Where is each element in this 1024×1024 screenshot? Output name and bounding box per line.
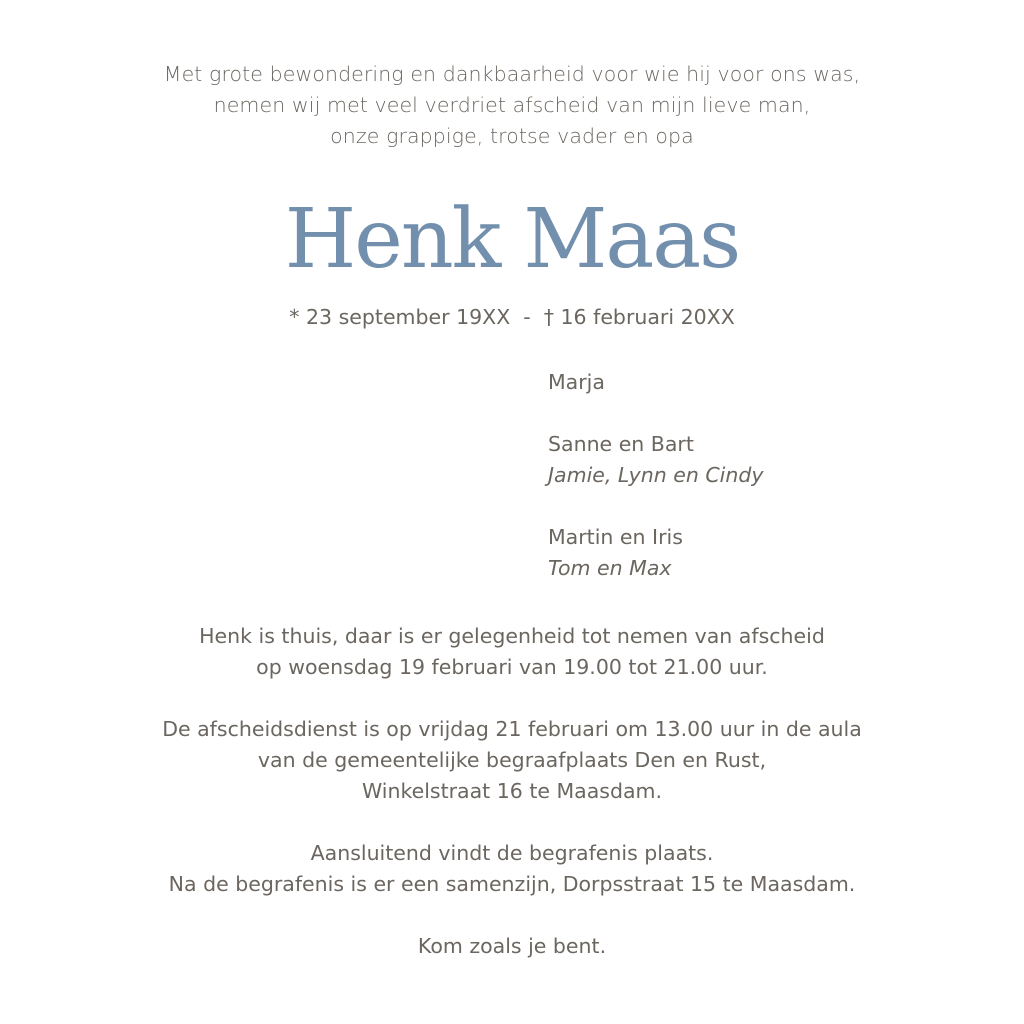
intro-line: Met grote bewondering en dankbaarheid voor wie hij voor ons was, xyxy=(163,62,861,86)
closing-line: Kom zoals je bent. xyxy=(417,934,607,958)
family-list xyxy=(548,367,764,584)
service-line: De afscheidsdienst is op vrijdag 21 februari om 13.00 uur in de aula xyxy=(162,717,862,741)
spacer xyxy=(0,807,1024,838)
service-line: van de gemeentelijke begraafplaats Den en Rust, xyxy=(257,748,767,772)
spacer xyxy=(548,398,764,429)
grandchildren: Jamie, Lynn en Cindy xyxy=(548,463,764,487)
spacer xyxy=(548,491,764,522)
grandchildren: Tom en Max xyxy=(548,556,672,580)
visitation-line: op woensdag 19 februari van 19.00 tot 21.00 uur. xyxy=(256,655,768,679)
deceased-name: Henk Maas xyxy=(284,192,740,287)
child-couple: Sanne en Bart xyxy=(548,432,694,456)
child-couple: Martin en Iris xyxy=(548,525,683,549)
intro-line: onze grappige, trotse vader en opa xyxy=(330,124,694,148)
funeral-details xyxy=(0,621,1024,962)
burial-line: Aansluitend vindt de begrafenis plaats. xyxy=(310,841,714,865)
intro-line: nemen wij met veel verdriet afscheid van mijn lieve man, xyxy=(213,93,811,117)
visitation-line: Henk is thuis, daar is er gelegenheid tot nemen van afscheid xyxy=(199,624,825,648)
spacer xyxy=(0,900,1024,931)
spacer xyxy=(0,683,1024,714)
spouse-name: Marja xyxy=(548,370,605,394)
service-line: Winkelstraat 16 te Maasdam. xyxy=(361,779,663,803)
burial-line: Na de begrafenis is er een samenzijn, Dorpsstraat 15 te Maasdam. xyxy=(168,872,856,896)
life-dates: * 23 september 19XX - † 16 februari 20XX xyxy=(289,305,735,329)
intro-text xyxy=(0,59,1024,152)
